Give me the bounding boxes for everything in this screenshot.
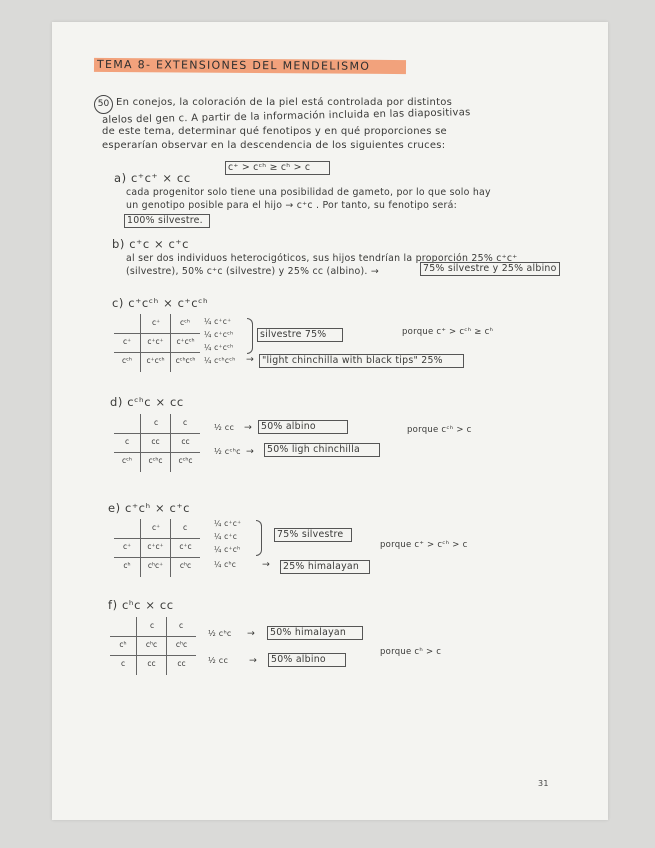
e-row-1: c⁺ [122, 542, 132, 551]
title-highlight [94, 58, 406, 74]
d-arrow: → [244, 422, 253, 433]
f-porque: porque cʰ > c [380, 647, 442, 657]
e-genotype: ¼ c⁺c [214, 532, 238, 541]
c-porque: porque c⁺ > cᶜʰ ≥ cʰ [402, 327, 494, 337]
b-text-1: al ser dos individuos heterocigóticos, sus hijos tendrían la proporción 25% c⁺c⁺ [126, 253, 518, 264]
c-row-1: c⁺ [122, 337, 132, 346]
e-brace [256, 520, 262, 556]
c-cell: c⁺cᶜʰ [176, 337, 195, 346]
f-col-1: c [149, 621, 155, 630]
e-porque: porque c⁺ > cᶜʰ > c [380, 540, 468, 550]
f-col-2: c [178, 621, 184, 630]
a-text-2: un genotipo posible para el hijo → c⁺c . Por tanto, su fenotipo será: [126, 200, 457, 211]
c-brace [247, 318, 253, 354]
c-col-1: c⁺ [151, 318, 161, 327]
e-genotype: ¼ cʰc [214, 560, 237, 569]
c-result-1-box [257, 328, 343, 342]
e-cell: c⁺c⁺ [147, 542, 164, 551]
b-text-2: (silvestre), 50% c⁺c (silvestre) y 25% cc (albino). → [126, 266, 379, 277]
e-col-1: c⁺ [151, 523, 161, 532]
b-result-box [420, 262, 560, 276]
d-col-1: c [153, 418, 159, 427]
c-genotype: ¼ c⁺cᶜʰ [204, 330, 234, 339]
d-result-2-box [264, 443, 380, 457]
intro-line-4: esperarían observar en la descendencia de los siguientes cruces: [102, 140, 446, 151]
e-result-1: 75% silvestre [277, 529, 344, 540]
f-arrow: → [247, 628, 256, 639]
intro-line-1: En conejos, la coloración de la piel está controlada por distintos [116, 97, 453, 108]
a-result-box [124, 214, 210, 228]
f-row-1: cʰ [119, 640, 127, 649]
e-cell: cʰc [179, 561, 192, 570]
cross-d: d) cᶜʰc × cc [110, 395, 184, 409]
cross-c: c) c⁺cᶜʰ × c⁺cᶜʰ [112, 296, 209, 310]
intro-line-3: de este tema, determinar qué fenotipos y en qué proporciones se [102, 126, 447, 137]
cross-e: e) c⁺cʰ × c⁺c [108, 501, 191, 515]
c-result-2-box [259, 354, 464, 368]
punnett-c [114, 314, 200, 372]
d-cell: cc [151, 437, 160, 446]
cross-b: b) c⁺c × c⁺c [112, 237, 190, 251]
c-cell: c⁺cᶜʰ [146, 356, 165, 365]
a-text-1: cada progenitor solo tiene una posibilidad de gameto, por lo que solo hay [126, 187, 491, 198]
d-cell: cᶜʰc [178, 456, 193, 465]
problem-number: 50 [94, 95, 113, 114]
notebook-sheet [52, 22, 608, 820]
e-cell: c⁺c [179, 542, 192, 551]
f-arrow: → [249, 655, 258, 666]
punnett-e [114, 519, 200, 577]
e-col-2: c [182, 523, 188, 532]
a-result: 100% silvestre. [127, 215, 203, 226]
c-genotype: ¼ c⁺cᶜʰ [204, 343, 234, 352]
d-row-2: cᶜʰ [122, 456, 132, 465]
d-genotype: ½ cᶜʰc [214, 447, 241, 456]
f-result-2-box [268, 653, 346, 667]
c-genotype: ¼ cᶜʰcᶜʰ [204, 356, 236, 365]
c-genotype: ¼ c⁺c⁺ [204, 317, 232, 326]
f-result-1-box [267, 626, 363, 640]
e-cell: cʰc⁺ [147, 561, 164, 570]
f-result-1: 50% himalayan [270, 627, 347, 638]
page-number: 31 [538, 779, 549, 788]
d-result-1: 50% albino [261, 421, 316, 432]
c-col-2: cᶜʰ [180, 318, 190, 327]
d-cell: cc [181, 437, 190, 446]
f-result-2: 50% albino [271, 654, 326, 665]
e-genotype: ¼ c⁺c⁺ [214, 519, 242, 528]
f-genotype: ½ cc [208, 656, 229, 665]
d-porque: porque cᶜʰ > c [407, 425, 472, 435]
d-col-2: c [182, 418, 188, 427]
c-row-2: cᶜʰ [122, 356, 132, 365]
d-arrow: → [246, 446, 255, 457]
f-cell: cc [177, 659, 186, 668]
f-cell: cc [147, 659, 156, 668]
e-result-2-box [280, 560, 370, 574]
b-result: 75% silvestre y 25% albino [423, 263, 557, 274]
d-result-2: 50% ligh chinchilla [267, 444, 360, 455]
d-result-1-box [258, 420, 348, 434]
e-genotype: ¼ c⁺cʰ [214, 545, 241, 554]
f-cell: cʰc [145, 640, 158, 649]
f-genotype: ½ cʰc [208, 629, 232, 638]
c-cell: cᶜʰcᶜʰ [175, 356, 196, 365]
e-result-1-box [274, 528, 352, 542]
d-cell: cᶜʰc [148, 456, 163, 465]
e-result-2: 25% himalayan [283, 561, 360, 572]
d-row-1: c [124, 437, 130, 446]
cross-f: f) cʰc × cc [108, 598, 174, 612]
page-title: TEMA 8- EXTENSIONES DEL MENDELISMO [96, 57, 371, 73]
c-result-1: silvestre 75% [260, 329, 327, 340]
f-row-2: c [120, 659, 126, 668]
e-row-2: cʰ [123, 561, 131, 570]
dominance-series: c⁺ > cᶜʰ ≥ cʰ > c [228, 162, 311, 173]
c-arrow: → [246, 354, 255, 365]
intro-line-2: alelos del gen c. A partir de la información incluida en las diapositivas [101, 107, 471, 126]
dominance-box [225, 161, 330, 175]
f-cell: cʰc [175, 640, 188, 649]
punnett-f [110, 617, 196, 675]
c-cell: c⁺c⁺ [147, 337, 164, 346]
punnett-d [114, 414, 200, 472]
cross-a: a) c⁺c⁺ × cc [114, 171, 191, 185]
d-genotype: ½ cc [214, 423, 235, 432]
c-result-2: "light chinchilla with black tips" 25% [262, 355, 443, 366]
e-arrow: → [262, 559, 271, 570]
